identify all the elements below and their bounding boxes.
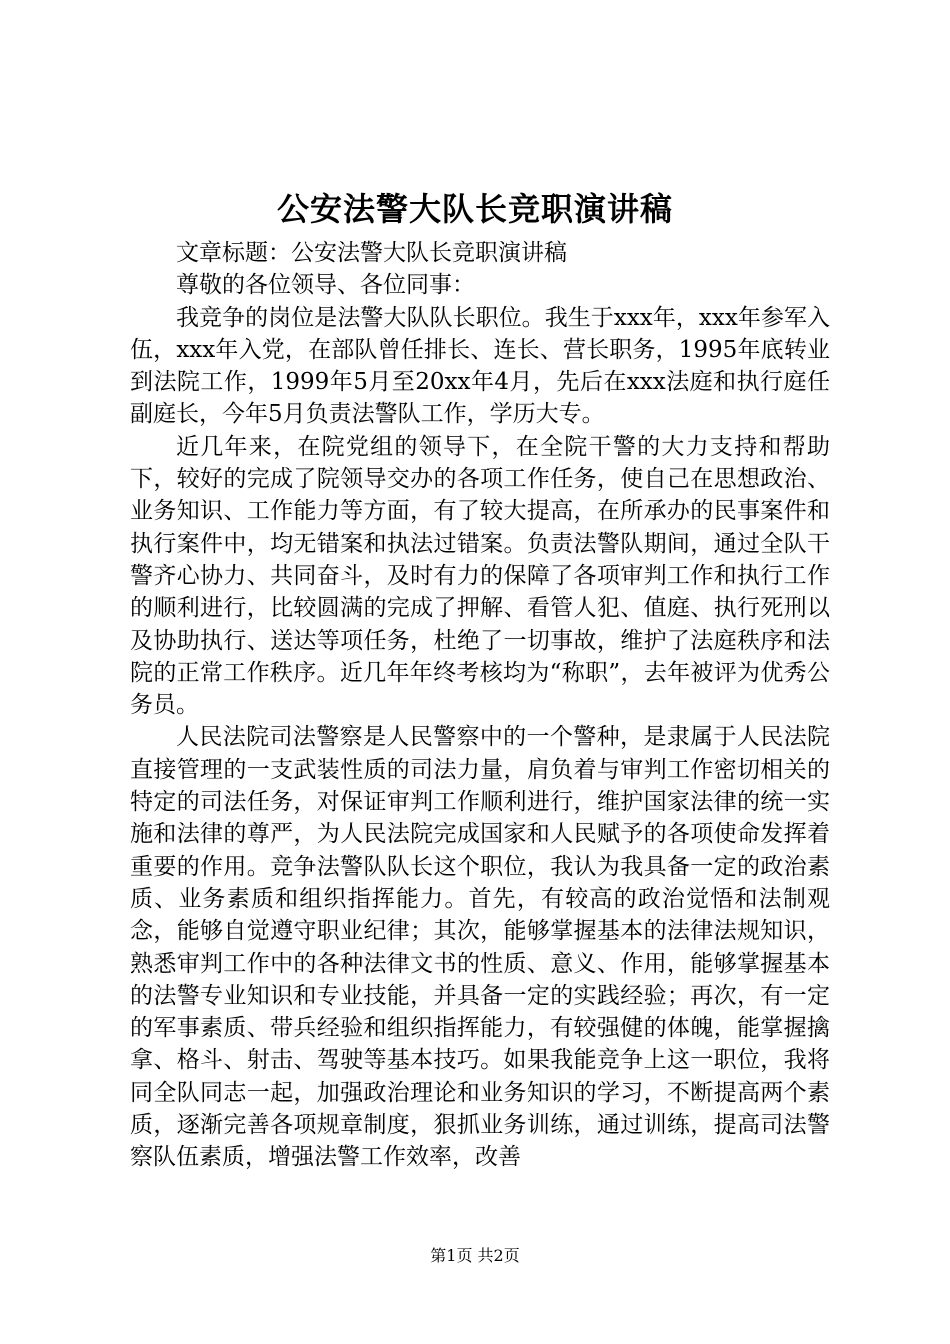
document-body (130, 237, 830, 1174)
body-paragraph: 近几年来，在院党组的领导下，在全院干警的大力支持和帮助下，较好的完成了院领导交办的各项工作任务，使自己在思想政治、业务知识、工作能力等方面，有了较大提高，在所承办的民事案件和执行案件中，均无错案和执法过错案。负责法警队期间，通过全队干警齐心协力、共同奋斗，及时有力的保障了各项审判工作和执行工作的顺利进行，比较圆满的完成了押解、看管人犯、值庭、执行死刑以及协助执行、送达等项任务，杜绝了一切事故，维护了法庭秩序和法院的正常工作秩序。近几年年终考核均为“称职”，去年被评为优秀公务员。 (130, 433, 830, 719)
document-title: 公安法警大队长竞职演讲稿 (276, 190, 673, 228)
body-paragraph: 人民法院司法警察是人民警察中的一个警种，是隶属于人民法院直接管理的一支武装性质的司法力量，肩负着与审判工作密切相关的特定的司法任务，对保证审判工作顺利进行，维护国家法律的统一实施和法律的尊严，为人民法院完成国家和人民赋予的各项使命发挥着重要的作用。竞争法警队队长这个职位，我认为我具备一定的政治素质、业务素质和组织指挥能力。首先，有较高的政治觉悟和法制观念，能够自觉遵守职业纪律；其次，能够掌握基本的法律法规知识，熟悉审判工作中的各种法律文书的性质、意义、作用，能够掌握基本的法警专业知识和专业技能，并具备一定的实践经验；再次，有一定的军事素质、带兵经验和组织指挥能力，有较强健的体魄，能掌握擒拿、格斗、射击、驾驶等基本技巧。如果我能竞争上这一职位，我将同全队同志一起，加强政治理论和业务知识的学习，不断提高两个素质，逐渐完善各项规章制度，狠抓业务训练，通过训练，提高司法警察队伍素质，增强法警工作效率，改善 (130, 724, 830, 1171)
body-paragraph: 我竞争的岗位是法警大队队长职位。我生于xxx年，xxx年参军入伍，xxx年入党，在部队曾任排长、连长、营长职务，1995年底转业到法院工作，1999年5月至20xx年4月，先后在xxx法庭和执行庭任副庭长，今年5月负责法警队工作，学历大专。 (130, 304, 830, 428)
page-footer: 第1页 共2页 (430, 1246, 520, 1265)
article-title-line: 文章标题：公安法警大队长竞职演讲稿 (176, 240, 567, 266)
salutation: 尊敬的各位领导、各位同事： (176, 272, 475, 299)
